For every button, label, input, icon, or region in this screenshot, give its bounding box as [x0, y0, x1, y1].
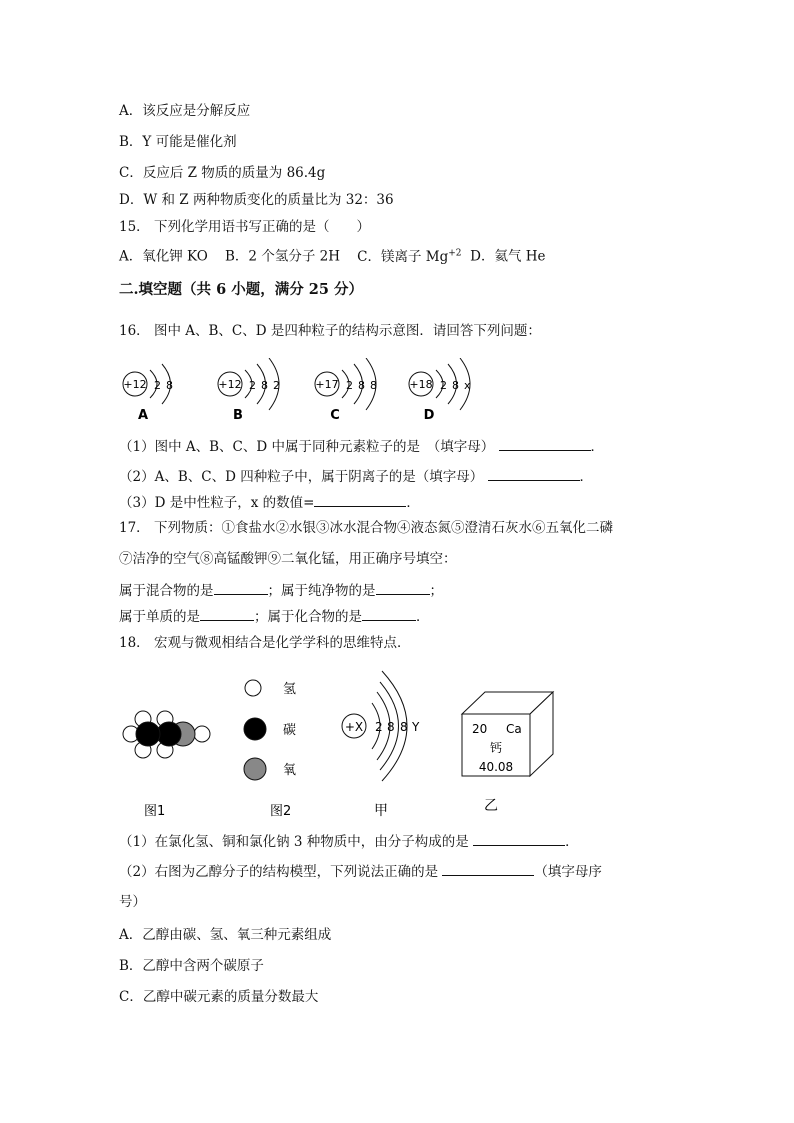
atom-diagram-c	[315, 358, 377, 423]
option-c: C．反应后 Z 物质的质量为 86.4g	[119, 165, 326, 181]
shell-electron-count: 8	[358, 379, 365, 392]
atom-label: C	[330, 408, 340, 423]
answer-blank[interactable]	[362, 607, 416, 621]
shell-electron-count: 2	[273, 379, 280, 392]
question-16-part-3: （3）D 是中性粒子，x 的数值= ．	[119, 495, 420, 511]
jia-shell: Y	[412, 720, 420, 734]
q15-option-d: D．氦气 He	[470, 248, 546, 265]
atom-label: B	[233, 408, 243, 423]
nucleus-charge: +12	[218, 378, 242, 391]
shell-electron-count: 8	[261, 379, 268, 392]
shell-electron-count: x	[464, 379, 471, 392]
question-18-stem: 18． 宏观与微观相结合是化学学科的思维特点．	[119, 635, 411, 651]
element-symbol: Ca	[506, 722, 522, 736]
question-16-stem: 16． 图中 A、B、C、D 是四种粒子的结构示意图．请回答下列问题：	[119, 323, 541, 339]
option-a: A．该反应是分解反应	[119, 103, 251, 119]
question-16-part-2: （2）A、B、C、D 四种粒子中，属于阴离子的是（填字母） ．	[119, 469, 593, 485]
figure-1-caption: 图1	[144, 804, 166, 819]
jia-shell: 8	[400, 720, 408, 734]
nucleus-charge: +18	[409, 378, 433, 391]
figure-2-caption: 图2	[270, 804, 292, 819]
answer-blank[interactable]	[488, 467, 580, 481]
atom-label: D	[423, 408, 435, 423]
jia-shell: 8	[387, 720, 395, 734]
q15-option-c: C．镁离子 $Mg^{+2}$	[357, 248, 462, 265]
legend-hydrogen: 氢	[283, 682, 297, 697]
answer-blank[interactable]	[442, 862, 534, 876]
shell-electron-count: 2	[154, 379, 161, 392]
answer-blank[interactable]	[200, 607, 254, 621]
atom-legend	[244, 680, 296, 780]
question-15-stem: 15． 下列化学用语书写正确的是（ ）	[119, 219, 370, 235]
atom-diagram-b	[218, 358, 280, 423]
question-18-part-2-cont: 号）	[119, 894, 146, 910]
answer-blank[interactable]	[214, 581, 268, 595]
answer-blank[interactable]	[499, 437, 591, 451]
element-name: 钙	[489, 741, 503, 755]
oxygen-swatch	[244, 758, 266, 780]
section-heading: 二.填空题（共 6 小题，满分 25 分）	[119, 281, 364, 298]
option-d: D．W 和 Z 两种物质变化的质量比为 32：36	[119, 192, 394, 208]
shell-electron-count: 8	[370, 379, 377, 392]
calcium-element-cell	[462, 692, 553, 776]
hydrogen-swatch	[245, 680, 261, 696]
atom-diagram-d	[409, 358, 471, 423]
atom-label: A	[137, 408, 149, 423]
jia-shell: 2	[375, 720, 383, 734]
shell-electron-count: 2	[440, 379, 447, 392]
atom-diagram-a	[123, 364, 173, 423]
answer-blank[interactable]	[314, 493, 406, 507]
jia-nucleus: +X	[344, 720, 364, 734]
atomic-mass: 40.08	[478, 760, 514, 774]
yi-caption: 乙	[484, 798, 498, 814]
question-17-elem-comp: 属于单质的是 ；属于化合物的是 ．	[119, 609, 430, 625]
legend-carbon: 碳	[283, 723, 297, 738]
atom-structure-diagrams	[112, 358, 492, 426]
question-18-part-2: （2）右图为乙醇分子的结构模型，下列说法正确的是 （填字母序	[119, 864, 602, 880]
shell-electron-count: 2	[249, 379, 256, 392]
nucleus-charge: +12	[123, 378, 147, 391]
carbon-swatch	[244, 718, 266, 740]
legend-oxygen: 氧	[283, 763, 297, 778]
question-17-line-2: ⑦洁净的空气⑧高锰酸钾⑨二氧化锰，用正确序号填空：	[119, 551, 457, 567]
shell-electron-count: 8	[452, 379, 459, 392]
shell-electron-count: 2	[346, 379, 353, 392]
question-17-mix-pure: 属于混合物的是 ；属于纯净物的是 ；	[119, 583, 443, 599]
question-16-part-1: （1）图中 A、B、C、D 中属于同种元素粒子的是 （填字母） ．	[119, 439, 605, 455]
q18-option-b: B．乙醇中含两个碳原子	[119, 958, 264, 974]
atomic-number: 20	[472, 722, 488, 736]
q15-option-a: A．氧化钾 KO	[119, 248, 208, 265]
question-17-line-1: 17． 下列物质：①食盐水②水银③冰水混合物④液态氮⑤澄清石灰水⑥五氧化二磷	[119, 520, 613, 536]
answer-blank[interactable]	[473, 832, 565, 846]
ethanol-molecule-model	[123, 711, 210, 758]
question-15-options	[119, 244, 546, 266]
question-18-figures	[112, 668, 562, 820]
q15-option-b: B．2 个氢分子 2H	[225, 248, 340, 265]
q18-option-a: A．乙醇由碳、氢、氧三种元素组成	[119, 927, 332, 943]
shell-electron-count: 8	[166, 379, 173, 392]
nucleus-charge: +17	[315, 378, 339, 391]
jia-caption: 甲	[374, 803, 388, 819]
jia-atom-diagram	[342, 671, 420, 781]
option-b: B．Y 可能是催化剂	[119, 134, 237, 150]
answer-blank[interactable]	[376, 581, 430, 595]
q18-option-c: C．乙醇中碳元素的质量分数最大	[119, 989, 319, 1005]
question-18-part-1: （1）在氯化氢、铜和氯化钠 3 种物质中，由分子构成的是 ．	[119, 834, 579, 850]
